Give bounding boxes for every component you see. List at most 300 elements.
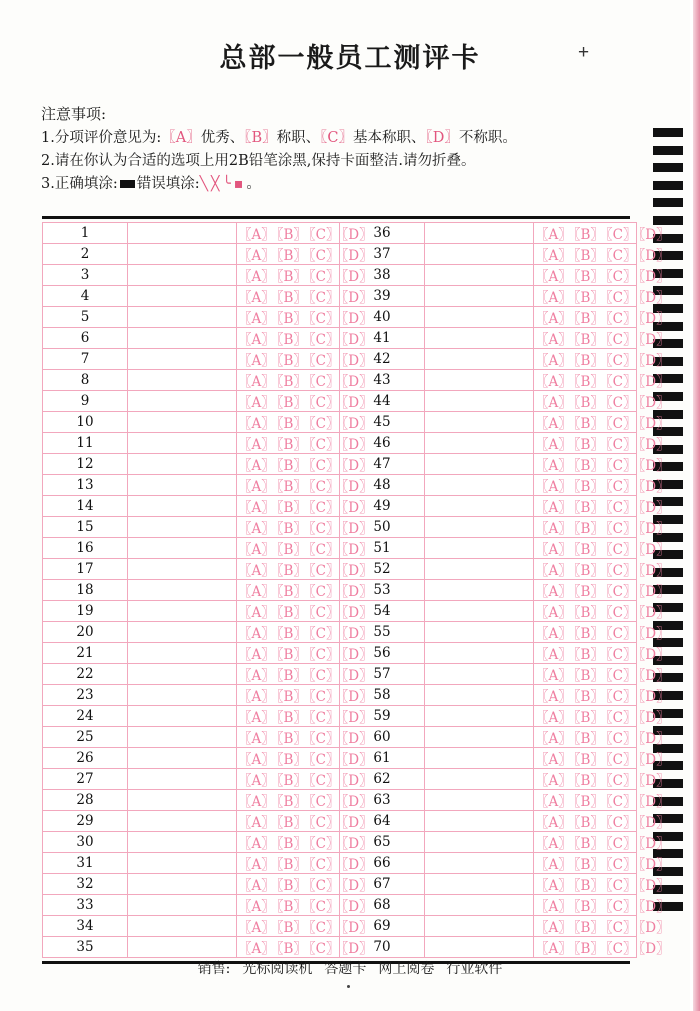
option-bubble-3[interactable]: 〖C〗 — [605, 479, 637, 495]
option-group-left[interactable] — [237, 286, 373, 307]
option-bubble-1[interactable]: 〖A〗 — [535, 269, 572, 285]
option-bubble-2[interactable]: 〖B〗 — [276, 374, 307, 390]
write-in-cell-right[interactable] — [425, 706, 534, 727]
option-bubble-4[interactable]: 〖D〗 — [638, 878, 670, 894]
option-bubble-3[interactable]: 〖C〗 — [308, 332, 340, 348]
option-bubble-4[interactable]: 〖D〗 — [341, 458, 373, 474]
write-in-cell-right[interactable] — [425, 643, 534, 664]
write-in-cell-right[interactable] — [425, 790, 534, 811]
option-bubble-2[interactable]: 〖B〗 — [573, 731, 604, 747]
write-in-cell-left[interactable] — [128, 622, 237, 643]
option-bubble-2[interactable]: 〖B〗 — [276, 458, 307, 474]
option-bubble-1[interactable]: 〖A〗 — [238, 374, 275, 390]
option-bubble-4[interactable]: 〖D〗 — [341, 605, 373, 621]
write-in-cell-left[interactable] — [128, 559, 237, 580]
option-bubble-3[interactable]: 〖C〗 — [605, 563, 637, 579]
option-bubble-4[interactable]: 〖D〗 — [341, 857, 373, 873]
write-in-cell-right[interactable] — [425, 811, 534, 832]
option-bubble-1[interactable]: 〖A〗 — [238, 878, 275, 894]
option-bubble-4[interactable]: 〖D〗 — [638, 584, 670, 600]
write-in-cell-right[interactable] — [425, 559, 534, 580]
option-bubble-4[interactable]: 〖D〗 — [638, 836, 670, 852]
option-group-left[interactable] — [237, 580, 373, 601]
option-bubble-1[interactable]: 〖A〗 — [238, 269, 275, 285]
option-group-right[interactable] — [534, 748, 670, 769]
option-bubble-1[interactable]: 〖A〗 — [238, 542, 275, 558]
option-bubble-4[interactable]: 〖D〗 — [341, 353, 373, 369]
option-bubble-2[interactable]: 〖B〗 — [276, 584, 307, 600]
option-bubble-4[interactable]: 〖D〗 — [638, 773, 670, 789]
option-bubble-4[interactable]: 〖D〗 — [638, 941, 670, 957]
option-group-right[interactable] — [534, 412, 670, 433]
option-bubble-1[interactable]: 〖A〗 — [535, 605, 572, 621]
option-group-right[interactable] — [534, 454, 670, 475]
option-bubble-2[interactable]: 〖B〗 — [573, 605, 604, 621]
option-bubble-4[interactable]: 〖D〗 — [638, 311, 670, 327]
option-group-left[interactable] — [237, 937, 373, 958]
option-bubble-2[interactable]: 〖B〗 — [276, 542, 307, 558]
option-bubble-3[interactable]: 〖C〗 — [605, 815, 637, 831]
option-bubble-3[interactable]: 〖C〗 — [308, 227, 340, 243]
option-group-right[interactable] — [534, 874, 670, 895]
option-bubble-1[interactable]: 〖A〗 — [535, 542, 572, 558]
option-group-left[interactable] — [237, 790, 373, 811]
option-bubble-4[interactable]: 〖D〗 — [341, 836, 373, 852]
option-bubble-2[interactable]: 〖B〗 — [573, 794, 604, 810]
option-bubble-3[interactable]: 〖C〗 — [308, 605, 340, 621]
option-bubble-2[interactable]: 〖B〗 — [573, 689, 604, 705]
option-bubble-1[interactable]: 〖A〗 — [238, 437, 275, 453]
option-bubble-3[interactable]: 〖C〗 — [308, 416, 340, 432]
option-bubble-4[interactable]: 〖D〗 — [341, 710, 373, 726]
option-bubble-2[interactable]: 〖B〗 — [276, 941, 307, 957]
option-bubble-2[interactable]: 〖B〗 — [573, 563, 604, 579]
option-bubble-2[interactable]: 〖B〗 — [276, 920, 307, 936]
option-group-left[interactable] — [237, 538, 373, 559]
write-in-cell-right[interactable] — [425, 853, 534, 874]
option-bubble-4[interactable]: 〖D〗 — [638, 479, 670, 495]
option-bubble-4[interactable]: 〖D〗 — [341, 920, 373, 936]
option-group-left[interactable] — [237, 769, 373, 790]
write-in-cell-right[interactable] — [425, 580, 534, 601]
option-group-left[interactable] — [237, 391, 373, 412]
option-bubble-1[interactable]: 〖A〗 — [238, 248, 275, 264]
option-bubble-3[interactable]: 〖C〗 — [605, 227, 637, 243]
option-bubble-2[interactable]: 〖B〗 — [276, 857, 307, 873]
option-group-right[interactable] — [534, 370, 670, 391]
write-in-cell-left[interactable] — [128, 391, 237, 412]
option-bubble-4[interactable]: 〖D〗 — [341, 416, 373, 432]
option-bubble-4[interactable]: 〖D〗 — [638, 563, 670, 579]
option-group-right[interactable] — [534, 811, 670, 832]
write-in-cell-right[interactable] — [425, 601, 534, 622]
option-bubble-3[interactable]: 〖C〗 — [308, 542, 340, 558]
write-in-cell-right[interactable] — [425, 895, 534, 916]
write-in-cell-right[interactable] — [425, 307, 534, 328]
option-bubble-1[interactable]: 〖A〗 — [238, 227, 275, 243]
option-group-left[interactable] — [237, 244, 373, 265]
option-group-right[interactable] — [534, 538, 670, 559]
option-bubble-1[interactable]: 〖A〗 — [535, 584, 572, 600]
option-bubble-2[interactable]: 〖B〗 — [573, 941, 604, 957]
option-bubble-2[interactable]: 〖B〗 — [573, 626, 604, 642]
option-bubble-4[interactable]: 〖D〗 — [638, 290, 670, 306]
write-in-cell-left[interactable] — [128, 475, 237, 496]
option-bubble-1[interactable]: 〖A〗 — [238, 920, 275, 936]
option-bubble-3[interactable]: 〖C〗 — [308, 563, 340, 579]
write-in-cell-right[interactable] — [425, 748, 534, 769]
option-group-right[interactable] — [534, 790, 670, 811]
option-bubble-4[interactable]: 〖D〗 — [341, 563, 373, 579]
option-group-right[interactable] — [534, 496, 670, 517]
write-in-cell-right[interactable] — [425, 391, 534, 412]
option-bubble-2[interactable]: 〖B〗 — [573, 857, 604, 873]
option-group-left[interactable] — [237, 223, 373, 244]
option-group-left[interactable] — [237, 412, 373, 433]
option-group-right[interactable] — [534, 433, 670, 454]
option-bubble-2[interactable]: 〖B〗 — [573, 542, 604, 558]
option-bubble-3[interactable]: 〖C〗 — [308, 311, 340, 327]
option-group-right[interactable] — [534, 643, 670, 664]
write-in-cell-left[interactable] — [128, 685, 237, 706]
option-bubble-2[interactable]: 〖B〗 — [276, 605, 307, 621]
option-bubble-3[interactable]: 〖C〗 — [605, 836, 637, 852]
option-bubble-3[interactable]: 〖C〗 — [605, 353, 637, 369]
option-bubble-1[interactable]: 〖A〗 — [238, 731, 275, 747]
option-bubble-1[interactable]: 〖A〗 — [535, 227, 572, 243]
option-bubble-4[interactable]: 〖D〗 — [638, 605, 670, 621]
option-bubble-3[interactable]: 〖C〗 — [308, 815, 340, 831]
option-group-left[interactable] — [237, 517, 373, 538]
option-bubble-1[interactable]: 〖A〗 — [535, 248, 572, 264]
write-in-cell-left[interactable] — [128, 538, 237, 559]
option-bubble-2[interactable]: 〖B〗 — [276, 731, 307, 747]
write-in-cell-right[interactable] — [425, 832, 534, 853]
option-bubble-4[interactable]: 〖D〗 — [341, 269, 373, 285]
option-bubble-1[interactable]: 〖A〗 — [238, 752, 275, 768]
option-group-right[interactable] — [534, 391, 670, 412]
option-bubble-1[interactable]: 〖A〗 — [535, 878, 572, 894]
option-bubble-4[interactable]: 〖D〗 — [341, 479, 373, 495]
option-group-right[interactable] — [534, 832, 670, 853]
option-group-left[interactable] — [237, 454, 373, 475]
option-bubble-2[interactable]: 〖B〗 — [276, 668, 307, 684]
write-in-cell-right[interactable] — [425, 874, 534, 895]
option-bubble-1[interactable]: 〖A〗 — [535, 416, 572, 432]
option-bubble-2[interactable]: 〖B〗 — [573, 773, 604, 789]
option-group-right[interactable] — [534, 664, 670, 685]
write-in-cell-left[interactable] — [128, 454, 237, 475]
option-bubble-2[interactable]: 〖B〗 — [276, 227, 307, 243]
option-bubble-2[interactable]: 〖B〗 — [573, 227, 604, 243]
option-bubble-1[interactable]: 〖A〗 — [535, 353, 572, 369]
option-bubble-3[interactable]: 〖C〗 — [605, 290, 637, 306]
option-bubble-3[interactable]: 〖C〗 — [605, 332, 637, 348]
option-bubble-1[interactable]: 〖A〗 — [535, 290, 572, 306]
option-bubble-2[interactable]: 〖B〗 — [276, 521, 307, 537]
option-bubble-2[interactable]: 〖B〗 — [573, 920, 604, 936]
option-group-left[interactable] — [237, 853, 373, 874]
option-bubble-4[interactable]: 〖D〗 — [341, 500, 373, 516]
option-group-right[interactable] — [534, 580, 670, 601]
option-bubble-2[interactable]: 〖B〗 — [573, 836, 604, 852]
option-bubble-1[interactable]: 〖A〗 — [535, 689, 572, 705]
option-bubble-2[interactable]: 〖B〗 — [573, 290, 604, 306]
option-bubble-3[interactable]: 〖C〗 — [605, 437, 637, 453]
option-group-right[interactable] — [534, 286, 670, 307]
option-bubble-3[interactable]: 〖C〗 — [308, 353, 340, 369]
option-bubble-3[interactable]: 〖C〗 — [605, 773, 637, 789]
option-bubble-3[interactable]: 〖C〗 — [308, 269, 340, 285]
option-bubble-4[interactable]: 〖D〗 — [638, 752, 670, 768]
option-group-right[interactable] — [534, 223, 670, 244]
option-bubble-1[interactable]: 〖A〗 — [535, 773, 572, 789]
option-bubble-4[interactable]: 〖D〗 — [638, 647, 670, 663]
option-group-left[interactable] — [237, 328, 373, 349]
option-bubble-1[interactable]: 〖A〗 — [535, 668, 572, 684]
option-group-left[interactable] — [237, 916, 373, 937]
option-bubble-2[interactable]: 〖B〗 — [276, 500, 307, 516]
option-bubble-4[interactable]: 〖D〗 — [341, 311, 373, 327]
option-bubble-1[interactable]: 〖A〗 — [535, 731, 572, 747]
option-bubble-4[interactable]: 〖D〗 — [638, 395, 670, 411]
option-bubble-2[interactable]: 〖B〗 — [573, 248, 604, 264]
write-in-cell-right[interactable] — [425, 475, 534, 496]
option-bubble-2[interactable]: 〖B〗 — [573, 353, 604, 369]
option-bubble-2[interactable]: 〖B〗 — [573, 521, 604, 537]
option-bubble-4[interactable]: 〖D〗 — [341, 248, 373, 264]
write-in-cell-left[interactable] — [128, 496, 237, 517]
option-bubble-3[interactable]: 〖C〗 — [308, 941, 340, 957]
option-bubble-2[interactable]: 〖B〗 — [276, 311, 307, 327]
option-group-right[interactable] — [534, 328, 670, 349]
option-bubble-1[interactable]: 〖A〗 — [535, 479, 572, 495]
option-bubble-2[interactable]: 〖B〗 — [276, 479, 307, 495]
option-group-right[interactable] — [534, 265, 670, 286]
option-bubble-1[interactable]: 〖A〗 — [535, 458, 572, 474]
option-bubble-4[interactable]: 〖D〗 — [341, 332, 373, 348]
write-in-cell-right[interactable] — [425, 412, 534, 433]
write-in-cell-left[interactable] — [128, 307, 237, 328]
option-bubble-1[interactable]: 〖A〗 — [535, 710, 572, 726]
option-bubble-1[interactable]: 〖A〗 — [238, 794, 275, 810]
option-bubble-1[interactable]: 〖A〗 — [238, 773, 275, 789]
write-in-cell-left[interactable] — [128, 328, 237, 349]
option-bubble-3[interactable]: 〖C〗 — [308, 689, 340, 705]
option-bubble-4[interactable]: 〖D〗 — [341, 794, 373, 810]
option-bubble-1[interactable]: 〖A〗 — [535, 857, 572, 873]
write-in-cell-left[interactable] — [128, 349, 237, 370]
write-in-cell-right[interactable] — [425, 727, 534, 748]
option-bubble-4[interactable]: 〖D〗 — [638, 248, 670, 264]
option-bubble-1[interactable]: 〖A〗 — [535, 437, 572, 453]
option-group-right[interactable] — [534, 601, 670, 622]
option-group-left[interactable] — [237, 811, 373, 832]
option-bubble-1[interactable]: 〖A〗 — [238, 647, 275, 663]
option-bubble-1[interactable]: 〖A〗 — [238, 941, 275, 957]
option-group-left[interactable] — [237, 433, 373, 454]
option-group-right[interactable] — [534, 307, 670, 328]
option-group-right[interactable] — [534, 349, 670, 370]
option-bubble-4[interactable]: 〖D〗 — [638, 794, 670, 810]
option-bubble-2[interactable]: 〖B〗 — [573, 668, 604, 684]
write-in-cell-left[interactable] — [128, 769, 237, 790]
option-bubble-2[interactable]: 〖B〗 — [276, 290, 307, 306]
option-bubble-2[interactable]: 〖B〗 — [573, 311, 604, 327]
option-bubble-4[interactable]: 〖D〗 — [638, 731, 670, 747]
option-group-left[interactable] — [237, 748, 373, 769]
option-bubble-1[interactable]: 〖A〗 — [238, 416, 275, 432]
option-bubble-1[interactable]: 〖A〗 — [238, 332, 275, 348]
option-bubble-2[interactable]: 〖B〗 — [276, 626, 307, 642]
option-group-left[interactable] — [237, 265, 373, 286]
write-in-cell-right[interactable] — [425, 265, 534, 286]
option-bubble-3[interactable]: 〖C〗 — [308, 668, 340, 684]
option-bubble-1[interactable]: 〖A〗 — [535, 563, 572, 579]
option-group-right[interactable] — [534, 517, 670, 538]
option-bubble-3[interactable]: 〖C〗 — [605, 794, 637, 810]
option-bubble-3[interactable]: 〖C〗 — [605, 416, 637, 432]
option-bubble-3[interactable]: 〖C〗 — [605, 395, 637, 411]
option-bubble-4[interactable]: 〖D〗 — [341, 395, 373, 411]
option-bubble-2[interactable]: 〖B〗 — [573, 416, 604, 432]
option-bubble-4[interactable]: 〖D〗 — [341, 941, 373, 957]
option-bubble-4[interactable]: 〖D〗 — [638, 521, 670, 537]
option-bubble-1[interactable]: 〖A〗 — [238, 500, 275, 516]
option-bubble-2[interactable]: 〖B〗 — [276, 416, 307, 432]
option-bubble-1[interactable]: 〖A〗 — [535, 374, 572, 390]
write-in-cell-left[interactable] — [128, 853, 237, 874]
option-bubble-3[interactable]: 〖C〗 — [308, 857, 340, 873]
write-in-cell-left[interactable] — [128, 517, 237, 538]
option-group-right[interactable] — [534, 727, 670, 748]
option-bubble-1[interactable]: 〖A〗 — [238, 584, 275, 600]
write-in-cell-left[interactable] — [128, 664, 237, 685]
option-bubble-3[interactable]: 〖C〗 — [308, 878, 340, 894]
option-bubble-1[interactable]: 〖A〗 — [535, 815, 572, 831]
option-bubble-3[interactable]: 〖C〗 — [605, 668, 637, 684]
option-bubble-2[interactable]: 〖B〗 — [276, 836, 307, 852]
option-group-left[interactable] — [237, 496, 373, 517]
option-bubble-4[interactable]: 〖D〗 — [341, 584, 373, 600]
option-bubble-1[interactable]: 〖A〗 — [238, 605, 275, 621]
option-bubble-4[interactable]: 〖D〗 — [341, 815, 373, 831]
option-bubble-2[interactable]: 〖B〗 — [276, 563, 307, 579]
option-bubble-2[interactable]: 〖B〗 — [573, 584, 604, 600]
option-bubble-3[interactable]: 〖C〗 — [308, 395, 340, 411]
option-bubble-2[interactable]: 〖B〗 — [573, 815, 604, 831]
option-bubble-4[interactable]: 〖D〗 — [341, 668, 373, 684]
option-bubble-3[interactable]: 〖C〗 — [605, 605, 637, 621]
option-bubble-2[interactable]: 〖B〗 — [573, 269, 604, 285]
option-group-left[interactable] — [237, 349, 373, 370]
option-bubble-2[interactable]: 〖B〗 — [276, 248, 307, 264]
option-group-right[interactable] — [534, 916, 670, 937]
option-bubble-3[interactable]: 〖C〗 — [605, 857, 637, 873]
write-in-cell-right[interactable] — [425, 433, 534, 454]
option-bubble-3[interactable]: 〖C〗 — [308, 794, 340, 810]
option-group-left[interactable] — [237, 475, 373, 496]
option-bubble-3[interactable]: 〖C〗 — [605, 899, 637, 915]
write-in-cell-left[interactable] — [128, 244, 237, 265]
write-in-cell-right[interactable] — [425, 496, 534, 517]
option-bubble-1[interactable]: 〖A〗 — [535, 311, 572, 327]
write-in-cell-right[interactable] — [425, 286, 534, 307]
write-in-cell-left[interactable] — [128, 748, 237, 769]
option-bubble-4[interactable]: 〖D〗 — [638, 710, 670, 726]
write-in-cell-left[interactable] — [128, 370, 237, 391]
option-bubble-3[interactable]: 〖C〗 — [605, 374, 637, 390]
option-bubble-2[interactable]: 〖B〗 — [573, 395, 604, 411]
option-bubble-4[interactable]: 〖D〗 — [638, 815, 670, 831]
option-group-left[interactable] — [237, 307, 373, 328]
option-bubble-3[interactable]: 〖C〗 — [308, 920, 340, 936]
write-in-cell-right[interactable] — [425, 769, 534, 790]
option-bubble-1[interactable]: 〖A〗 — [535, 920, 572, 936]
option-group-right[interactable] — [534, 769, 670, 790]
option-bubble-1[interactable]: 〖A〗 — [535, 521, 572, 537]
option-group-left[interactable] — [237, 643, 373, 664]
write-in-cell-left[interactable] — [128, 811, 237, 832]
option-group-right[interactable] — [534, 475, 670, 496]
option-bubble-1[interactable]: 〖A〗 — [535, 899, 572, 915]
option-bubble-3[interactable]: 〖C〗 — [605, 500, 637, 516]
option-bubble-4[interactable]: 〖D〗 — [341, 437, 373, 453]
option-bubble-4[interactable]: 〖D〗 — [638, 920, 670, 936]
option-bubble-4[interactable]: 〖D〗 — [341, 899, 373, 915]
option-bubble-4[interactable]: 〖D〗 — [638, 500, 670, 516]
option-group-right[interactable] — [534, 244, 670, 265]
option-bubble-1[interactable]: 〖A〗 — [535, 836, 572, 852]
option-bubble-1[interactable]: 〖A〗 — [238, 899, 275, 915]
option-bubble-3[interactable]: 〖C〗 — [605, 647, 637, 663]
option-bubble-1[interactable]: 〖A〗 — [238, 311, 275, 327]
option-bubble-3[interactable]: 〖C〗 — [308, 374, 340, 390]
option-bubble-2[interactable]: 〖B〗 — [573, 479, 604, 495]
write-in-cell-left[interactable] — [128, 790, 237, 811]
option-bubble-2[interactable]: 〖B〗 — [276, 899, 307, 915]
option-bubble-1[interactable]: 〖A〗 — [535, 941, 572, 957]
option-bubble-3[interactable]: 〖C〗 — [605, 710, 637, 726]
write-in-cell-right[interactable] — [425, 517, 534, 538]
option-bubble-1[interactable]: 〖A〗 — [535, 395, 572, 411]
option-bubble-2[interactable]: 〖B〗 — [276, 773, 307, 789]
write-in-cell-right[interactable] — [425, 454, 534, 475]
option-group-left[interactable] — [237, 706, 373, 727]
option-group-left[interactable] — [237, 832, 373, 853]
option-bubble-2[interactable]: 〖B〗 — [573, 647, 604, 663]
write-in-cell-left[interactable] — [128, 727, 237, 748]
option-bubble-3[interactable]: 〖C〗 — [308, 626, 340, 642]
write-in-cell-left[interactable] — [128, 706, 237, 727]
option-bubble-4[interactable]: 〖D〗 — [638, 689, 670, 705]
write-in-cell-left[interactable] — [128, 937, 237, 958]
option-bubble-4[interactable]: 〖D〗 — [638, 227, 670, 243]
option-bubble-2[interactable]: 〖B〗 — [573, 500, 604, 516]
write-in-cell-right[interactable] — [425, 223, 534, 244]
option-bubble-4[interactable]: 〖D〗 — [638, 542, 670, 558]
option-bubble-2[interactable]: 〖B〗 — [276, 353, 307, 369]
option-bubble-4[interactable]: 〖D〗 — [638, 626, 670, 642]
option-bubble-1[interactable]: 〖A〗 — [238, 395, 275, 411]
option-bubble-1[interactable]: 〖A〗 — [238, 626, 275, 642]
option-bubble-4[interactable]: 〖D〗 — [638, 269, 670, 285]
option-bubble-3[interactable]: 〖C〗 — [308, 731, 340, 747]
option-bubble-1[interactable]: 〖A〗 — [238, 290, 275, 306]
option-bubble-4[interactable]: 〖D〗 — [638, 416, 670, 432]
option-bubble-1[interactable]: 〖A〗 — [238, 857, 275, 873]
option-bubble-1[interactable]: 〖A〗 — [535, 332, 572, 348]
